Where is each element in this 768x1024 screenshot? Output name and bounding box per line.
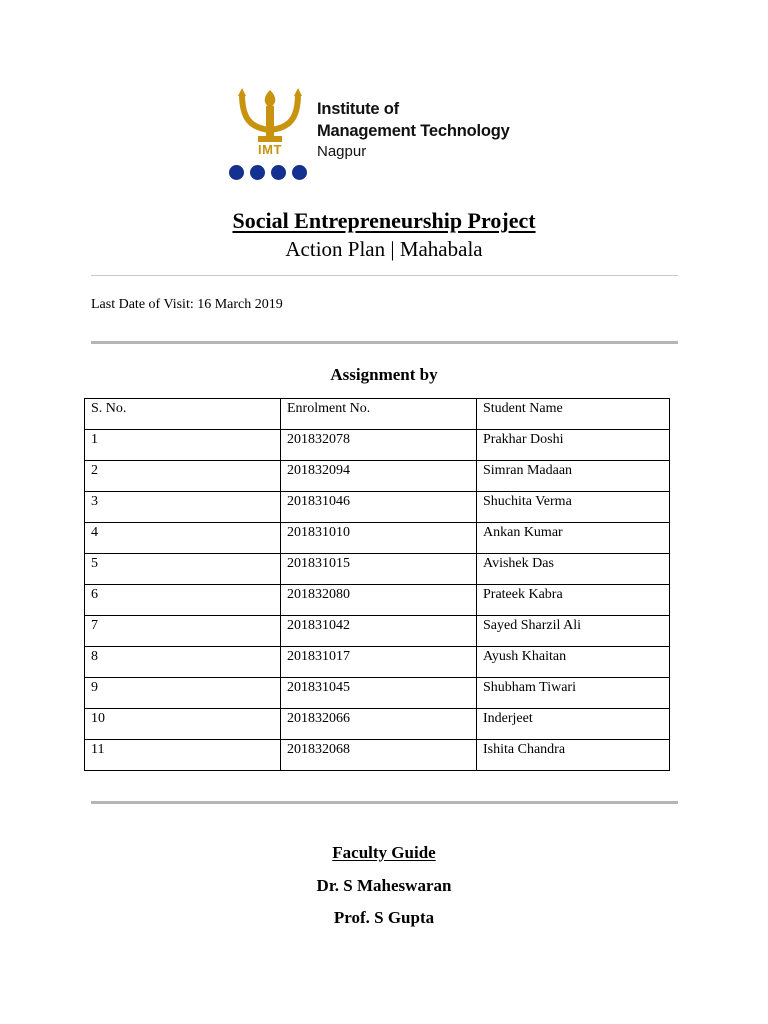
table-row [85, 554, 670, 585]
cell-student-name: Avishek Das [477, 554, 670, 585]
cell-student-name: Sayed Sharzil Ali [477, 616, 670, 647]
document-title: Social Entrepreneurship Project [232, 208, 536, 233]
cell-enrolment-no: 201832066 [281, 709, 477, 740]
cell-student-name: Prateek Kabra [477, 585, 670, 616]
cell-enrolment-no: 201831046 [281, 492, 477, 523]
cell-student-name: Ankan Kumar [477, 523, 670, 554]
table-row [85, 647, 670, 678]
visit-date: Last Date of Visit: 16 March 2019 [91, 297, 283, 312]
cell-enrolment-no: 201831010 [281, 523, 477, 554]
header-student-name: Student Name [477, 399, 670, 430]
logo-seal-text: IMT [258, 142, 282, 157]
logo-line-city: Nagpur [317, 143, 367, 160]
table-row [85, 616, 670, 647]
table-row [85, 492, 670, 523]
logo-dot [250, 165, 265, 180]
cell-serial-no: 9 [85, 678, 281, 709]
cell-serial-no: 2 [85, 461, 281, 492]
logo-dot [292, 165, 307, 180]
cell-enrolment-no: 201831017 [281, 647, 477, 678]
assignment-heading: Assignment by [330, 365, 438, 384]
table-row [85, 523, 670, 554]
cell-serial-no: 3 [85, 492, 281, 523]
logo-dots [229, 165, 307, 180]
cell-enrolment-no: 201831015 [281, 554, 477, 585]
logo-dot [229, 165, 244, 180]
cell-student-name: Prakhar Doshi [477, 430, 670, 461]
cell-serial-no: 11 [85, 740, 281, 771]
cell-serial-no: 5 [85, 554, 281, 585]
cell-student-name: Simran Madaan [477, 461, 670, 492]
cell-serial-no: 1 [85, 430, 281, 461]
logo-line-management: Management Technology [317, 122, 510, 140]
torch-trident-icon [228, 88, 312, 148]
cell-student-name: Ishita Chandra [477, 740, 670, 771]
logo-dot [271, 165, 286, 180]
imt-emblem [228, 88, 312, 188]
faculty-name-secondary: Prof. S Gupta [333, 908, 435, 927]
header-enrolment-no: Enrolment No. [281, 399, 477, 430]
header-serial-no: S. No. [85, 399, 281, 430]
cell-student-name: Ayush Khaitan [477, 647, 670, 678]
cell-serial-no: 10 [85, 709, 281, 740]
table-row [85, 740, 670, 771]
logo-line-institute: Institute of [317, 100, 399, 118]
table-row [85, 430, 670, 461]
cell-serial-no: 7 [85, 616, 281, 647]
cell-enrolment-no: 201832068 [281, 740, 477, 771]
cell-serial-no: 4 [85, 523, 281, 554]
cell-serial-no: 8 [85, 647, 281, 678]
table-row [85, 461, 670, 492]
cell-enrolment-no: 201831042 [281, 616, 477, 647]
table-row [85, 678, 670, 709]
cell-student-name: Shubham Tiwari [477, 678, 670, 709]
faculty-name-primary: Dr. S Maheswaran [316, 876, 452, 895]
table-row [85, 709, 670, 740]
document-subtitle [0, 237, 768, 262]
divider-middle [91, 341, 678, 344]
cell-student-name: Shuchita Verma [477, 492, 670, 523]
cell-student-name: Inderjeet [477, 709, 670, 740]
table-row [85, 585, 670, 616]
cell-enrolment-no: 201832094 [281, 461, 477, 492]
faculty-guide-heading: Faculty Guide [332, 843, 436, 862]
subtitle-text: Action Plan | Mahabala [285, 237, 483, 261]
table-header-row [85, 399, 670, 430]
cell-serial-no: 6 [85, 585, 281, 616]
students-table [84, 398, 670, 771]
cell-enrolment-no: 201832080 [281, 585, 477, 616]
divider-top [91, 275, 678, 276]
logo-wordmark [317, 98, 510, 162]
institute-logo [228, 88, 518, 188]
cell-enrolment-no: 201832078 [281, 430, 477, 461]
cell-enrolment-no: 201831045 [281, 678, 477, 709]
divider-bottom [91, 801, 678, 804]
